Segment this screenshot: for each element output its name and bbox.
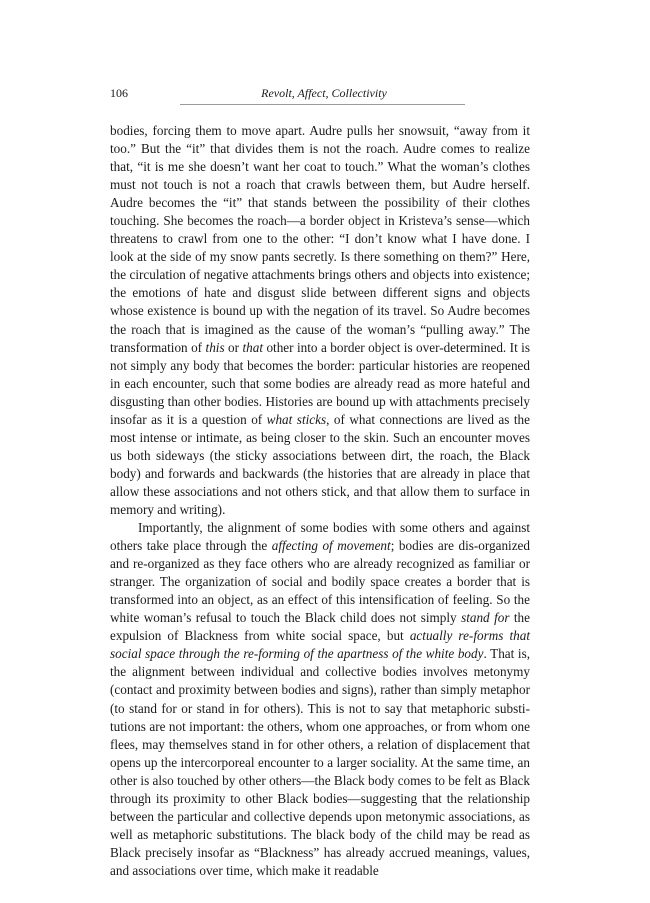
paragraph-1 [110,122,530,519]
italic-run: that [242,339,263,355]
text-run: . That is, the alignment between individual and collective bodies involves metonymy (contact and proximity between bodies and signs), rather than simply metaphor (to stand for or stand in for others). This is not to say that metaphoric substitutions are not important: the others, whom one approaches, or from whom one flees, may themselves stand in for other others, a relation of displacement that opens up the intercorporeal encounter to a larger sociality. At the same time, an other is also touched by other others—the Black body comes to be felt as Black through its proximity to other Black bodies—suggesting that the relationship between the particular and collective depends upon metonymic associations, as well as metaphoric substitutions. The black body of the child may be read as Black precisely insofar as “Blackness” has already accrued meanings, values, and associations over time, which make it readable [110,646,530,878]
header-rule [180,104,465,105]
running-title: Revolt, Affect, Collectivity [261,86,387,100]
italic-run: stand for [461,610,510,626]
italic-run: actually re-forms that social space through the re-forming of the apartness of the white body [110,628,530,662]
text-run: the expulsion of Blackness from white social space, but [110,610,530,644]
text-run: , of what connections are lived as the most intense or intimate, as being closer to the skin. Such an encounter moves us both sideways (the sticky associations between dirt, the roach, the Black body) and forwards and backwards (the histories that are already in place that allow these associations and not others stick, and that allow them to surface in memory and writing). [110,411,530,517]
text-run: other into a border object is over-determined. It is not simply any body that becomes the border: particular histories are reopened in each encounter, such that some bodies are already read as more hateful and disgusting than other bodies. Histories are bound up with attachments precisely insofar as it is a question of [110,339,530,427]
text-run: ; bodies are dis-organized and re-organized as they face others who are already recognized as familiar or stranger. The organization of social and bodily space creates a border that is transformed into an object, as an effect of this intensification of feeling. So the white woman’s refusal to touch the Black child does not simply [110,538,531,626]
page-number: 106 [110,86,128,100]
body-text [110,122,530,880]
italic-run: what sticks [266,411,327,427]
italic-run: affecting of movement [271,538,391,554]
running-head [110,84,538,102]
text-run: Importantly, the alignment of some bodies with some others and against others take place through the [110,520,530,554]
paragraph-2 [110,519,530,880]
text-run: or [224,339,243,355]
italic-run: this [205,339,225,355]
text-run: bodies, forcing them to move apart. Audre pulls her snowsuit, “away from it too.” But the “it” that divides them is not the roach. Audre comes to realize that, “it is me she doesn’t want her coat to touch.” What the woman’s clothes must not touch is not a roach that crawls between them, but Audre herself. Audre becomes the “it” that stands between the possibility of their clothes touching. She becomes the roach—a border object in Kristeva’s sense—which threatens to crawl from one to the other: “I don’t know what I have done. I look at the side of my snow pants secretly. Is there something on them?” Here, the circulation of negative attachments brings others and objects into existence; the emotions of hate and disgust slide between different signs and objects whose existence is bound up with the negation of its travel. So Audre becomes the roach that is imagined as the cause of the woman’s “pulling away.” The transformation of [110,123,530,355]
